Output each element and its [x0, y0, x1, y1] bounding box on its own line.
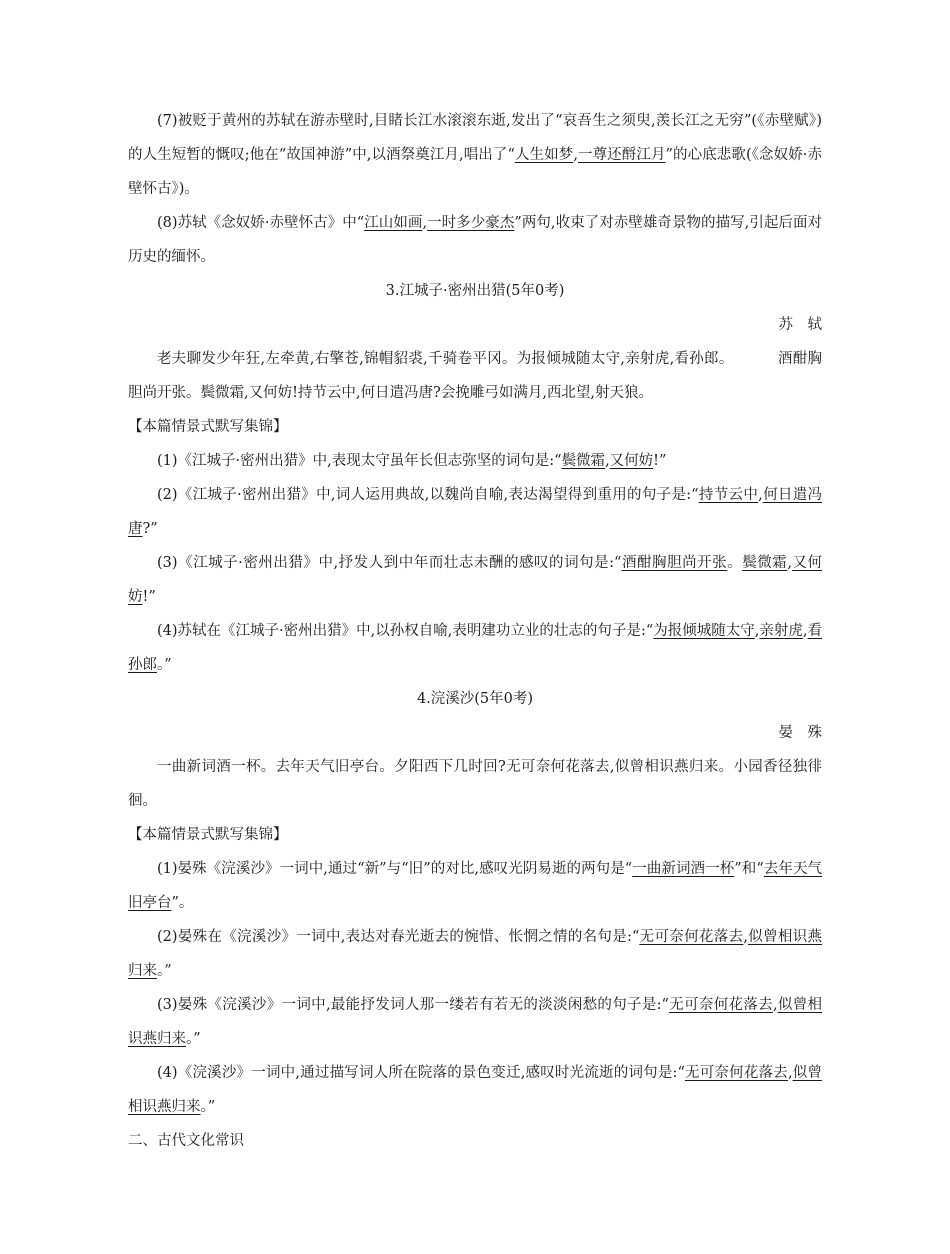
section-heading-4: 【本篇情景式默写集锦】 [128, 827, 288, 843]
question-3-1: (1)《江城子·密州出猎》中,表现太守虽年长但志弥坚的词句是:“鬓微霜,又何妨!” [157, 453, 667, 469]
question-4-4: (4)《浣溪沙》一词中,通过描写词人所在院落的景色变迁,感叹时光流逝的词句是:“无可奈何花落去,似曾相识燕归来。” [128, 1065, 822, 1115]
question-3-2: (2)《江城子·密州出猎》中,词人运用典故,以魏尚自喻,表达渴望得到重用的句子是:“持节云中,何日遣冯唐?” [128, 487, 823, 537]
question-4-3: (3)晏殊《浣溪沙》一词中,最能抒发词人那一缕若有若无的淡淡闲愁的句子是:“无可奈何花落去,似曾相识燕归来。” [128, 997, 823, 1047]
answer: 似曾相识燕归来 [128, 997, 823, 1047]
question-4-2: (2)晏殊在《浣溪沙》一词中,表达对春光逝去的惋惜、怅惘之情的名句是:“无可奈何花落去,似曾相识燕归来。” [128, 929, 823, 979]
answer: 为报倾城随太守 [653, 623, 755, 639]
answer: 去年天气旧亭台 [128, 861, 823, 911]
answer: 无可奈何花落去 [684, 1065, 788, 1081]
answer: 鬓微霜 [742, 555, 788, 571]
section-title-4: 4.浣溪沙(5年0考) [416, 691, 534, 707]
answer: 似曾相识燕归来 [128, 1065, 822, 1115]
answer: 无可奈何花落去 [668, 997, 773, 1013]
answer: 江山如画 [364, 215, 423, 231]
question-chibi-7: (7)被贬于黄州的苏轼在游赤壁时,目睹长江水滚滚东逝,发出了“哀吾生之须臾,羡长江之无穷”(《赤壁赋》)的人生短暂的慨叹;他在“故国神游”中,以酒祭奠江月,唱出了“人生如梦,一尊还酹江月”的心底悲歌(《念奴娇·赤壁怀古》)。 [128, 113, 823, 197]
author-4: 晏殊 [778, 725, 837, 741]
answer: 酒酣胸胆尚开张 [621, 555, 728, 571]
answer: 一曲新词酒一杯 [632, 861, 735, 877]
poem-3: 老夫聊发少年狂,左牵黄,右擎苍,锦帽貂裘,千骑卷平冈。为报倾城随太守,亲射虎,看孙郎。 酒酣胸胆尚开张。鬓微霜,又何妨!持节云中,何日遣冯唐?会挽雕弓如满月,西北望,射天狼。 [128, 351, 822, 401]
answer: 一尊还酹江月 [577, 147, 666, 163]
answer: 鬓微霜 [561, 453, 606, 469]
section-heading-3: 【本篇情景式默写集锦】 [128, 419, 288, 435]
question-3-4: (4)苏轼在《江城子·密州出猎》中,以孙权自喻,表明建功立业的壮志的句子是:“为报倾城随太守,亲射虎,看孙郎。” [128, 623, 823, 673]
answer: 持节云中 [698, 487, 759, 503]
answer: 何日遣冯唐 [128, 487, 823, 537]
answer: 一时多少豪杰 [427, 215, 515, 231]
answer: 亲射虎 [759, 623, 803, 639]
answer: 又何妨 [128, 555, 823, 605]
poem-4: 一曲新词酒一杯。去年天气旧亭台。夕阳西下几时回?无可奈何花落去,似曾相识燕归来。小园香径独徘徊。 [128, 759, 822, 809]
answer: 无可奈何花落去 [639, 929, 744, 945]
author-3: 苏轼 [778, 317, 837, 333]
question-chibi-8: (8)苏轼《念奴娇·赤壁怀古》中“江山如画,一时多少豪杰”两句,收束了对赤壁雄奇景物的描写,引起后面对历史的缅怀。 [128, 215, 823, 265]
document-page [128, 104, 837, 1158]
section-heading-culture: 二、古代文化常识 [128, 1133, 244, 1149]
question-4-1: (1)晏殊《浣溪沙》一词中,通过“新”与“旧”的对比,感叹光阴易逝的两句是“一曲新词酒一杯”和“去年天气旧亭台”。 [128, 861, 823, 911]
section-title-3: 3.江城子·密州出猎(5年0考) [385, 283, 565, 299]
answer: 看孙郎 [128, 623, 823, 673]
answer: 人生如梦 [514, 147, 574, 163]
answer: 又何妨 [609, 453, 654, 469]
answer: 似曾相识燕归来 [128, 929, 823, 979]
question-3-3: (3)《江城子·密州出猎》中,抒发人到中年而壮志未酬的感叹的词句是:“酒酣胸胆尚开张。鬓微霜,又何妨!” [128, 555, 823, 605]
